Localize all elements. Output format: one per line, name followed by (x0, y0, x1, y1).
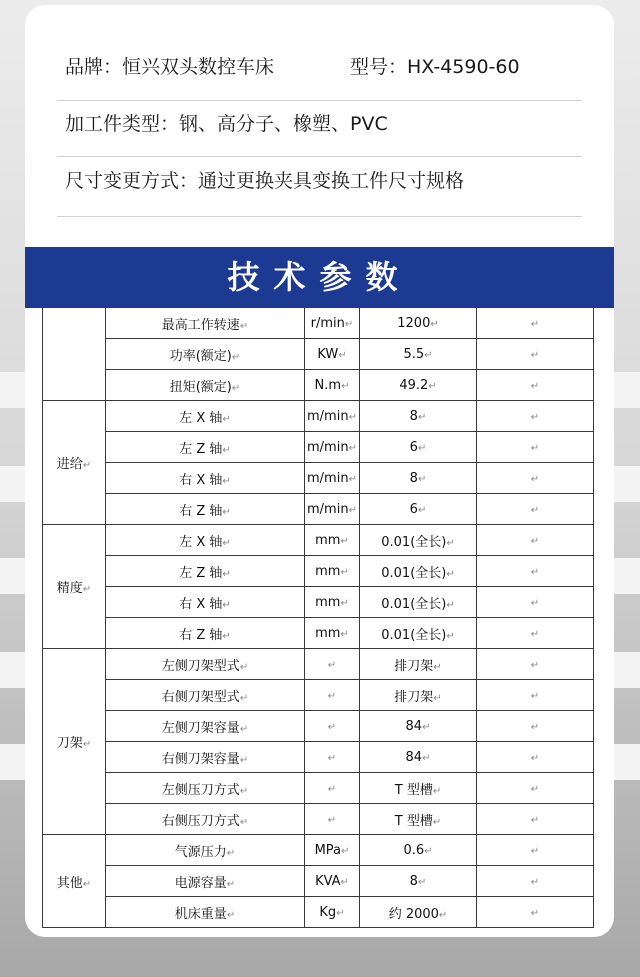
extra-cell (477, 866, 594, 897)
table-row (43, 649, 594, 680)
value-cell (360, 587, 477, 618)
group-cell-text: 进给 (56, 457, 83, 472)
table-row (43, 680, 594, 711)
paragraph-mark: ↵ (239, 320, 249, 332)
extra-cell (477, 432, 594, 463)
table-row (43, 432, 594, 463)
paragraph-mark: ↵ (239, 754, 249, 766)
value-cell (360, 556, 477, 587)
value-cell (360, 525, 477, 556)
value-cell-text: 排刀架 (394, 658, 434, 674)
value-cell (360, 618, 477, 649)
value-cell-text: 0.01(全长) (381, 534, 447, 550)
paragraph-mark: ↵ (82, 739, 92, 750)
unit-cell (305, 370, 360, 401)
param-cell-text: 机床重量 (174, 906, 227, 922)
extra-cell (477, 618, 594, 649)
extra-cell (477, 339, 594, 370)
paragraph-mark: ↵ (530, 597, 540, 609)
paragraph-mark: ↵ (348, 473, 357, 485)
group-cell-text: 其他 (56, 875, 83, 891)
unit-cell (305, 618, 360, 649)
unit-cell-text: m/min (307, 501, 349, 517)
divider (57, 156, 582, 157)
table-row (43, 463, 594, 494)
group-cell-text: 精度 (56, 581, 83, 596)
extra-cell (477, 463, 594, 494)
value-cell (360, 308, 477, 339)
value-cell-text: 49.2 (399, 377, 429, 393)
param-cell (106, 587, 305, 618)
param-cell-text: 右侧压刀方式 (161, 813, 240, 829)
unit-cell (305, 897, 360, 928)
paragraph-mark: ↵ (340, 597, 349, 609)
value-cell-text: 6 (409, 501, 418, 517)
paragraph-mark: ↵ (446, 630, 455, 642)
value-cell (360, 680, 477, 711)
paragraph-mark: ↵ (530, 504, 540, 516)
paragraph-mark: ↵ (231, 382, 241, 394)
paragraph-mark: ↵ (239, 816, 249, 828)
value-cell (360, 370, 477, 401)
extra-cell (477, 680, 594, 711)
value-cell (360, 339, 477, 370)
paragraph-mark: ↵ (327, 752, 337, 764)
unit-cell-text: N.m (314, 377, 342, 393)
param-cell (106, 835, 305, 866)
table-row (43, 401, 594, 432)
unit-cell (305, 835, 360, 866)
group-cell (43, 835, 106, 928)
param-cell (106, 742, 305, 773)
extra-cell (477, 835, 594, 866)
extra-cell (477, 556, 594, 587)
param-cell-text: 右侧刀架容量 (161, 751, 240, 767)
unit-cell-text: m/min (307, 408, 349, 424)
paragraph-mark: ↵ (222, 599, 231, 611)
paragraph-mark: ↵ (417, 473, 427, 485)
extra-cell (477, 587, 594, 618)
table-row (43, 339, 594, 370)
extra-cell (477, 525, 594, 556)
unit-cell-text: m/min (307, 439, 349, 455)
extra-cell (477, 401, 594, 432)
param-cell-text: 右 Z 轴 (179, 503, 223, 519)
paragraph-mark: ↵ (424, 845, 433, 857)
paragraph-mark: ↵ (530, 752, 540, 764)
spec-table-body (43, 308, 594, 928)
paragraph-mark: ↵ (438, 909, 448, 921)
unit-cell (305, 463, 360, 494)
unit-cell (305, 804, 360, 835)
paragraph-mark: ↵ (327, 659, 337, 671)
value-cell-text: T 型槽 (394, 782, 433, 798)
value-cell (360, 742, 477, 773)
value-cell (360, 711, 477, 742)
unit-cell-text: mm (315, 594, 341, 610)
table-row (43, 370, 594, 401)
extra-cell (477, 804, 594, 835)
unit-cell-text: mm (315, 563, 341, 579)
paragraph-mark: ↵ (530, 535, 540, 547)
paragraph-mark: ↵ (530, 411, 540, 423)
paragraph-mark: ↵ (222, 413, 231, 425)
value-cell (360, 804, 477, 835)
paragraph-mark: ↵ (341, 845, 350, 857)
paragraph-mark: ↵ (239, 661, 249, 673)
paragraph-mark: ↵ (226, 878, 236, 890)
param-cell (106, 401, 305, 432)
value-cell (360, 835, 477, 866)
param-cell (106, 339, 305, 370)
size-change-line: 尺寸变更方式：通过更换夹具变换工件尺寸规格 (65, 170, 465, 192)
value-cell-text: 排刀架 (394, 689, 434, 705)
paragraph-mark: ↵ (222, 444, 231, 456)
group-cell (43, 649, 106, 835)
extra-cell (477, 308, 594, 339)
param-cell-text: 左 X 轴 (179, 534, 223, 550)
paragraph-mark: ↵ (446, 599, 455, 611)
paragraph-mark: ↵ (530, 783, 540, 795)
value-cell-text: 0.01(全长) (381, 596, 447, 612)
param-cell (106, 618, 305, 649)
param-cell (106, 649, 305, 680)
extra-cell (477, 773, 594, 804)
param-cell (106, 556, 305, 587)
param-cell-text: 最高工作转速 (161, 317, 240, 333)
param-cell-text: 右 Z 轴 (179, 627, 223, 643)
value-cell (360, 401, 477, 432)
paragraph-mark: ↵ (226, 909, 236, 921)
value-cell-text: T 型槽 (394, 813, 433, 829)
unit-cell (305, 587, 360, 618)
paragraph-mark: ↵ (530, 349, 540, 361)
paragraph-mark: ↵ (530, 380, 540, 392)
group-cell (43, 401, 106, 525)
paragraph-mark: ↵ (530, 721, 540, 733)
product-card (25, 5, 614, 937)
paragraph-mark: ↵ (222, 475, 231, 487)
param-cell (106, 463, 305, 494)
paragraph-mark: ↵ (222, 630, 231, 642)
param-cell-text: 功率(额定) (169, 348, 232, 364)
value-cell-text: 1200 (397, 315, 431, 331)
param-cell (106, 308, 305, 339)
param-cell-text: 右侧刀架型式 (161, 689, 240, 705)
value-cell (360, 463, 477, 494)
paragraph-mark: ↵ (348, 442, 357, 454)
param-cell-text: 右 X 轴 (179, 596, 223, 612)
param-cell-text: 左 Z 轴 (179, 441, 223, 457)
paragraph-mark: ↵ (338, 349, 347, 361)
param-cell-text: 右 X 轴 (179, 472, 223, 488)
table-row (43, 773, 594, 804)
paragraph-mark: ↵ (226, 847, 236, 859)
table-row (43, 308, 594, 339)
spec-table (42, 307, 594, 928)
paragraph-mark: ↵ (340, 535, 349, 547)
unit-cell-text: MPa (314, 842, 342, 858)
unit-cell (305, 773, 360, 804)
paragraph-mark: ↵ (344, 318, 354, 330)
workpiece-line: 加工件类型：钢、高分子、橡塑、PVC (65, 113, 388, 135)
value-cell-text: 84 (405, 718, 423, 734)
paragraph-mark: ↵ (239, 692, 249, 704)
table-row (43, 618, 594, 649)
paragraph-mark: ↵ (530, 814, 540, 826)
param-cell-text: 左 X 轴 (179, 410, 223, 426)
paragraph-mark: ↵ (432, 785, 442, 797)
paragraph-mark: ↵ (327, 814, 337, 826)
paragraph-mark: ↵ (417, 411, 427, 423)
param-cell (106, 494, 305, 525)
value-cell (360, 773, 477, 804)
paragraph-mark: ↵ (222, 506, 231, 518)
extra-cell (477, 711, 594, 742)
value-cell-text: 5.5 (403, 346, 425, 362)
paragraph-mark: ↵ (530, 628, 540, 640)
value-cell (360, 866, 477, 897)
unit-cell (305, 432, 360, 463)
paragraph-mark: ↵ (82, 460, 92, 471)
param-cell (106, 773, 305, 804)
paragraph-mark: ↵ (446, 537, 455, 549)
unit-cell (305, 525, 360, 556)
param-cell-text: 左侧压刀方式 (161, 782, 240, 798)
table-row (43, 587, 594, 618)
paragraph-mark: ↵ (530, 473, 540, 485)
model-text: 型号：HX-4590-60 (350, 56, 520, 78)
unit-cell (305, 742, 360, 773)
paragraph-mark: ↵ (348, 411, 357, 423)
paragraph-mark: ↵ (348, 504, 357, 516)
param-cell-text: 气源压力 (174, 844, 227, 860)
paragraph-mark: ↵ (340, 876, 349, 888)
paragraph-mark: ↵ (417, 876, 427, 888)
param-cell (106, 525, 305, 556)
table-row (43, 525, 594, 556)
paragraph-mark: ↵ (340, 566, 349, 578)
paragraph-mark: ↵ (239, 785, 249, 797)
paragraph-mark: ↵ (530, 442, 540, 454)
table-row (43, 866, 594, 897)
unit-cell (305, 556, 360, 587)
paragraph-mark: ↵ (231, 351, 241, 363)
spec-banner: 技术参数 (25, 247, 614, 308)
unit-cell (305, 711, 360, 742)
table-row (43, 897, 594, 928)
unit-cell-text: m/min (307, 470, 349, 486)
param-cell (106, 711, 305, 742)
table-row (43, 742, 594, 773)
param-cell (106, 804, 305, 835)
unit-cell (305, 494, 360, 525)
paragraph-mark: ↵ (530, 318, 540, 330)
table-row (43, 711, 594, 742)
paragraph-mark: ↵ (422, 752, 431, 764)
param-cell-text: 左侧刀架容量 (161, 720, 240, 736)
group-cell (43, 525, 106, 649)
extra-cell (477, 370, 594, 401)
unit-cell-text: mm (315, 532, 341, 548)
paragraph-mark: ↵ (530, 566, 540, 578)
unit-cell-text: mm (315, 625, 341, 641)
paragraph-mark: ↵ (327, 690, 337, 702)
paragraph-mark: ↵ (340, 628, 349, 640)
value-cell-text: 8 (409, 470, 418, 486)
paragraph-mark: ↵ (336, 907, 345, 919)
unit-cell-text: Kg (319, 904, 337, 920)
extra-cell (477, 494, 594, 525)
divider (57, 100, 582, 101)
unit-cell-text: KW (317, 346, 339, 362)
paragraph-mark: ↵ (82, 878, 92, 890)
paragraph-mark: ↵ (433, 661, 442, 673)
paragraph-mark: ↵ (432, 816, 442, 828)
unit-cell-text: r/min (310, 315, 345, 331)
extra-cell (477, 897, 594, 928)
table-row (43, 804, 594, 835)
value-cell (360, 494, 477, 525)
value-cell (360, 897, 477, 928)
paragraph-mark: ↵ (327, 783, 337, 795)
value-cell-text: 约 2000 (388, 906, 439, 922)
paragraph-mark: ↵ (82, 584, 92, 595)
paragraph-mark: ↵ (530, 907, 540, 919)
brand-line (65, 53, 520, 81)
unit-cell (305, 401, 360, 432)
extra-cell (477, 742, 594, 773)
paragraph-mark: ↵ (424, 349, 433, 361)
table-row (43, 494, 594, 525)
value-cell (360, 649, 477, 680)
paragraph-mark: ↵ (341, 380, 350, 392)
param-cell-text: 扭矩(额定) (169, 379, 232, 395)
unit-cell (305, 649, 360, 680)
value-cell-text: 0.6 (403, 842, 425, 858)
param-cell (106, 680, 305, 711)
param-cell-text: 电源容量 (174, 875, 227, 891)
group-cell (43, 308, 106, 401)
unit-cell (305, 680, 360, 711)
value-cell-text: 8 (409, 873, 418, 889)
table-row (43, 556, 594, 587)
divider (57, 216, 582, 217)
paragraph-mark: ↵ (530, 659, 540, 671)
paragraph-mark: ↵ (239, 723, 249, 735)
paragraph-mark: ↵ (422, 721, 431, 733)
paragraph-mark: ↵ (530, 845, 540, 857)
paragraph-mark: ↵ (428, 380, 437, 392)
paragraph-mark: ↵ (417, 504, 427, 516)
param-cell (106, 897, 305, 928)
paragraph-mark: ↵ (222, 568, 231, 580)
extra-cell (477, 649, 594, 680)
unit-cell (305, 339, 360, 370)
group-cell-text: 刀架 (56, 736, 83, 751)
paragraph-mark: ↵ (530, 876, 540, 888)
brand-text: 品牌：恒兴双头数控车床 (65, 56, 275, 78)
paragraph-mark: ↵ (417, 442, 427, 454)
paragraph-mark: ↵ (327, 721, 337, 733)
value-cell-text: 0.01(全长) (381, 565, 447, 581)
param-cell (106, 432, 305, 463)
paragraph-mark: ↵ (222, 537, 231, 549)
param-cell-text: 左侧刀架型式 (161, 658, 240, 674)
paragraph-mark: ↵ (430, 318, 439, 330)
unit-cell (305, 308, 360, 339)
unit-cell-text: KVA (315, 873, 341, 889)
paragraph-mark: ↵ (433, 692, 442, 704)
param-cell-text: 左 Z 轴 (179, 565, 223, 581)
param-cell (106, 866, 305, 897)
value-cell-text: 0.01(全长) (381, 627, 447, 643)
value-cell-text: 8 (409, 408, 418, 424)
paragraph-mark: ↵ (446, 568, 455, 580)
value-cell-text: 84 (405, 749, 423, 765)
param-cell (106, 370, 305, 401)
value-cell-text: 6 (409, 439, 418, 455)
paragraph-mark: ↵ (530, 690, 540, 702)
table-row (43, 835, 594, 866)
unit-cell (305, 866, 360, 897)
value-cell (360, 432, 477, 463)
